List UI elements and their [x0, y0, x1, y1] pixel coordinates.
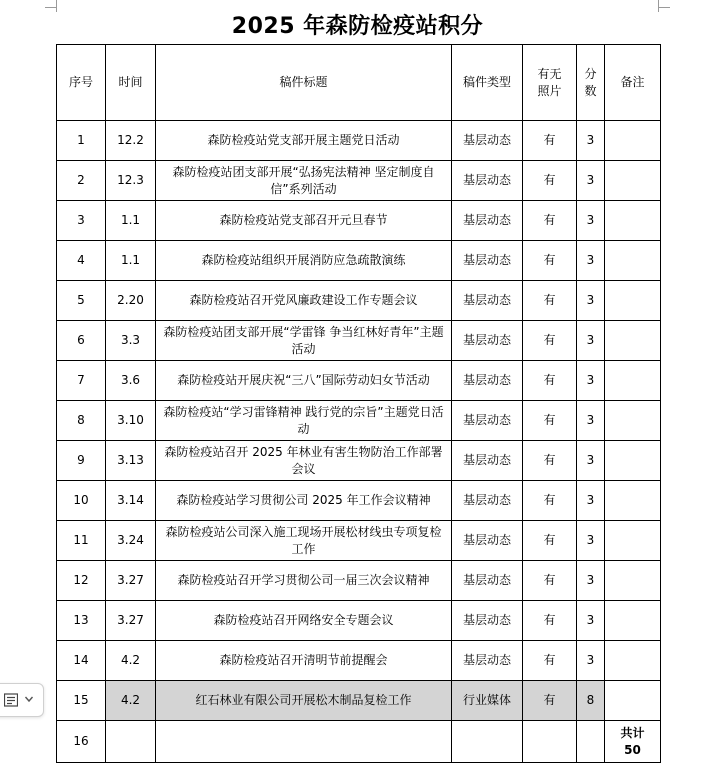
cell-type: 基层动态: [452, 361, 523, 401]
table-row: [57, 481, 661, 521]
cell-title: 森防检疫站召开学习贯彻公司一届三次会议精神: [156, 561, 452, 601]
table-row: [57, 321, 661, 361]
cell-type: 行业媒体: [452, 681, 523, 721]
cell-type: 基层动态: [452, 161, 523, 201]
cell-title: 森防检疫站公司深入施工现场开展松材线虫专项复检工作: [156, 521, 452, 561]
cell-type: 基层动态: [452, 121, 523, 161]
total-label: 共计: [620, 725, 645, 740]
cell-time: 3.14: [106, 481, 156, 521]
cell-title: 森防检疫站团支部开展“弘扬宪法精神 坚定制度自信”系列活动: [156, 161, 452, 201]
cell-no: 4: [57, 241, 106, 281]
table-header-row: [57, 45, 661, 121]
cell-time: 12.3: [106, 161, 156, 201]
cell-total: [605, 721, 661, 763]
cell-remark: [605, 681, 661, 721]
cell-no: 11: [57, 521, 106, 561]
cell-no: 5: [57, 281, 106, 321]
header-score-line2: 数: [584, 83, 597, 98]
cell-photo: 有: [523, 121, 577, 161]
cell-remark: [605, 481, 661, 521]
header-score: [577, 45, 605, 121]
cell-title: 红石林业有限公司开展松木制品复检工作: [156, 681, 452, 721]
cell-title: 森防检疫站党支部召开元旦春节: [156, 201, 452, 241]
cell-score: 3: [577, 601, 605, 641]
cell-time: 4.2: [106, 681, 156, 721]
cell-no: 1: [57, 121, 106, 161]
table-row: [57, 441, 661, 481]
cell-photo: 有: [523, 401, 577, 441]
cell-time: 3.27: [106, 561, 156, 601]
cell-remark: [605, 641, 661, 681]
cell-photo: 有: [523, 681, 577, 721]
cell-score: 3: [577, 521, 605, 561]
cell-score: 3: [577, 241, 605, 281]
cell-title: 森防检疫站党支部开展主题党日活动: [156, 121, 452, 161]
score-table: [56, 44, 661, 763]
cell-score: 3: [577, 561, 605, 601]
cell-no: 6: [57, 321, 106, 361]
cell-remark: [605, 361, 661, 401]
cell-remark: [605, 281, 661, 321]
cell-remark: [605, 161, 661, 201]
cell-score: 3: [577, 361, 605, 401]
header-photo-line2: 照片: [537, 83, 562, 98]
cell-no: 15: [57, 681, 106, 721]
cell-remark: [605, 601, 661, 641]
cell-time: 2.20: [106, 281, 156, 321]
header-score-line1: 分: [584, 66, 597, 81]
cell-photo: 有: [523, 441, 577, 481]
cell-photo: 有: [523, 241, 577, 281]
table-row: [57, 561, 661, 601]
cell-score: 3: [577, 121, 605, 161]
chevron-down-icon[interactable]: [24, 694, 34, 704]
cell-time: 12.2: [106, 121, 156, 161]
cell-remark: [605, 321, 661, 361]
table-row: [57, 601, 661, 641]
header-type: 稿件类型: [452, 45, 523, 121]
cell-photo: 有: [523, 281, 577, 321]
cell-time: 3.24: [106, 521, 156, 561]
cell-score: 3: [577, 201, 605, 241]
cell-no: 8: [57, 401, 106, 441]
table-row: [57, 161, 661, 201]
table-row: [57, 521, 661, 561]
cell-title: 森防检疫站“学习雷锋精神 践行党的宗旨”主题党日活动: [156, 401, 452, 441]
cell-empty: [452, 721, 523, 763]
cell-type: 基层动态: [452, 641, 523, 681]
cell-remark: [605, 441, 661, 481]
cell-type: 基层动态: [452, 201, 523, 241]
cell-score: 3: [577, 321, 605, 361]
cell-score: 3: [577, 161, 605, 201]
header-photo: [523, 45, 577, 121]
cell-score: 8: [577, 681, 605, 721]
cell-remark: [605, 121, 661, 161]
cell-time: 3.3: [106, 321, 156, 361]
cell-remark: [605, 241, 661, 281]
cell-remark: [605, 401, 661, 441]
cell-title: 森防检疫站学习贯彻公司 2025 年工作会议精神: [156, 481, 452, 521]
header-remark: 备注: [605, 45, 661, 121]
cell-no: 7: [57, 361, 106, 401]
table-row-total: [57, 721, 661, 763]
cell-no: 16: [57, 721, 106, 763]
cell-title: 森防检疫站召开网络安全专题会议: [156, 601, 452, 641]
cell-type: 基层动态: [452, 601, 523, 641]
cell-photo: 有: [523, 161, 577, 201]
cell-no: 2: [57, 161, 106, 201]
total-value: 50: [624, 742, 641, 757]
cell-no: 13: [57, 601, 106, 641]
table-row: [57, 681, 661, 721]
cell-time: 3.6: [106, 361, 156, 401]
cell-time: 1.1: [106, 241, 156, 281]
list-icon[interactable]: [4, 693, 18, 707]
cell-remark: [605, 201, 661, 241]
document-title: 2025 年森防检疫站积分: [231, 14, 484, 39]
table-row: [57, 241, 661, 281]
cell-remark: [605, 561, 661, 601]
cell-type: 基层动态: [452, 401, 523, 441]
cell-score: 3: [577, 481, 605, 521]
cell-photo: 有: [523, 561, 577, 601]
cell-type: 基层动态: [452, 281, 523, 321]
header-no: 序号: [57, 45, 106, 121]
cell-no: 9: [57, 441, 106, 481]
cell-score: 3: [577, 641, 605, 681]
cell-title: 森防检疫站召开党风廉政建设工作专题会议: [156, 281, 452, 321]
cell-empty: [156, 721, 452, 763]
cell-time: 3.13: [106, 441, 156, 481]
header-time: 时间: [106, 45, 156, 121]
cell-type: 基层动态: [452, 241, 523, 281]
cell-time: 3.27: [106, 601, 156, 641]
cell-time: 4.2: [106, 641, 156, 681]
table-row: [57, 361, 661, 401]
cell-type: 基层动态: [452, 521, 523, 561]
cell-no: 12: [57, 561, 106, 601]
cell-type: 基层动态: [452, 321, 523, 361]
side-list-widget[interactable]: [0, 683, 44, 717]
cell-empty: [523, 721, 577, 763]
cell-time: 1.1: [106, 201, 156, 241]
cell-photo: 有: [523, 601, 577, 641]
cell-photo: 有: [523, 481, 577, 521]
table-row: [57, 281, 661, 321]
cell-remark: [605, 521, 661, 561]
header-title: 稿件标题: [156, 45, 452, 121]
cell-score: 3: [577, 441, 605, 481]
header-photo-line1: 有无: [537, 66, 562, 81]
cell-photo: 有: [523, 201, 577, 241]
table-row: [57, 201, 661, 241]
cell-title: 森防检疫站召开清明节前提醒会: [156, 641, 452, 681]
table-row: [57, 641, 661, 681]
cell-empty: [106, 721, 156, 763]
cell-type: 基层动态: [452, 441, 523, 481]
cell-photo: 有: [523, 641, 577, 681]
cell-title: 森防检疫站开展庆祝“三八”国际劳动妇女节活动: [156, 361, 452, 401]
cell-no: 10: [57, 481, 106, 521]
cell-type: 基层动态: [452, 561, 523, 601]
table-row: [57, 401, 661, 441]
cell-empty: [577, 721, 605, 763]
table-row: [57, 121, 661, 161]
cell-score: 3: [577, 401, 605, 441]
cell-title: 森防检疫站组织开展消防应急疏散演练: [156, 241, 452, 281]
cell-score: 3: [577, 281, 605, 321]
cell-time: 3.10: [106, 401, 156, 441]
cell-title: 森防检疫站团支部开展“学雷锋 争当红林好青年”主题活动: [156, 321, 452, 361]
cell-no: 14: [57, 641, 106, 681]
cell-photo: 有: [523, 321, 577, 361]
cell-type: 基层动态: [452, 481, 523, 521]
cell-photo: 有: [523, 521, 577, 561]
cell-no: 3: [57, 201, 106, 241]
cell-photo: 有: [523, 361, 577, 401]
cell-title: 森防检疫站召开 2025 年林业有害生物防治工作部署会议: [156, 441, 452, 481]
